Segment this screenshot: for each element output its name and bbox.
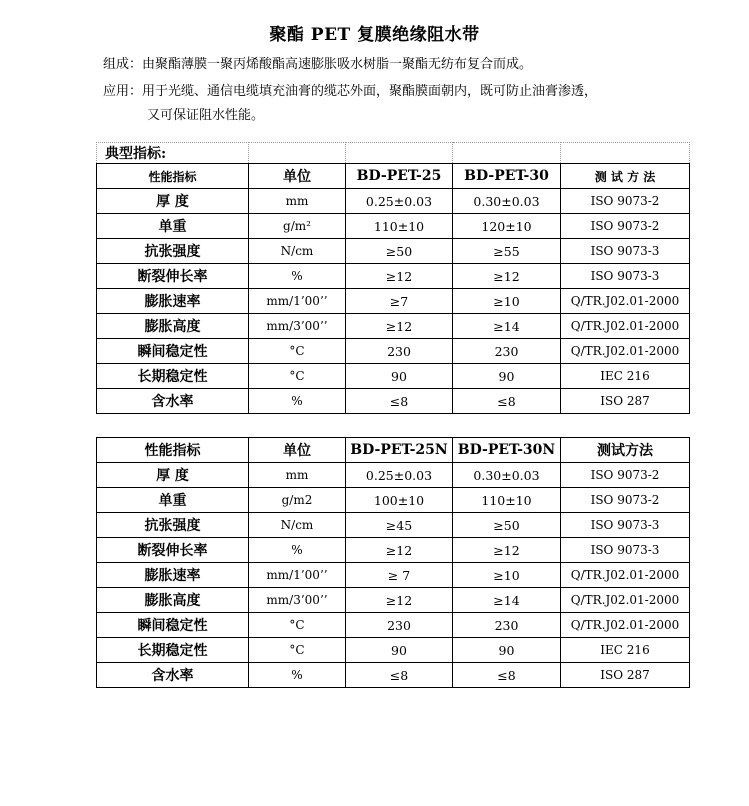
- table-row: [97, 588, 690, 613]
- header-test-method: 测试方法: [561, 438, 690, 463]
- table-row: [97, 513, 690, 538]
- cell-value-b: ≥10: [453, 289, 561, 314]
- cell-value-b: 90: [453, 638, 561, 663]
- cell-test-method: Q/TR.J02.01-2000: [561, 289, 690, 314]
- header-property: 性能指标: [97, 438, 249, 463]
- cell-value-b: ≤8: [453, 663, 561, 688]
- cell-value-a: ≤8: [346, 663, 453, 688]
- table-row: [97, 264, 690, 289]
- cell-value-a: 0.25±0.03: [346, 463, 453, 488]
- table-row: [97, 239, 690, 264]
- cell-value-a: ≥12: [346, 264, 453, 289]
- cell-unit: mm: [249, 189, 346, 214]
- application-text-line2: 又可保证阻水性能。: [147, 108, 265, 123]
- cell-value-a: ≥50: [346, 239, 453, 264]
- table-row: [97, 189, 690, 214]
- cell-unit: g/m2: [249, 488, 346, 513]
- composition-text: 组成：由聚酯薄膜一聚丙烯酸酯高速膨胀吸水树脂一聚酯无纺布复合而成。: [103, 57, 533, 72]
- cell-unit: °C: [249, 339, 346, 364]
- cell-property: 抗张强度: [97, 239, 249, 264]
- cell-property: 膨胀速率: [97, 289, 249, 314]
- cell-value-b: 120±10: [453, 214, 561, 239]
- table-row: [97, 638, 690, 663]
- cell-property: 长期稳定性: [97, 364, 249, 389]
- cell-value-b: 110±10: [453, 488, 561, 513]
- cell-unit: %: [249, 389, 346, 414]
- cell-test-method: Q/TR.J02.01-2000: [561, 339, 690, 364]
- table-row: [97, 289, 690, 314]
- cell-property: 膨胀高度: [97, 314, 249, 339]
- cell-value-a: ≤8: [346, 389, 453, 414]
- cell-test-method: ISO 287: [561, 389, 690, 414]
- header-product-b: BD-PET-30N: [453, 438, 561, 463]
- cell-test-method: ISO 9073-2: [561, 488, 690, 513]
- cell-value-a: 110±10: [346, 214, 453, 239]
- cell-value-b: 230: [453, 613, 561, 638]
- table-row: [97, 463, 690, 488]
- cell-property: 膨胀高度: [97, 588, 249, 613]
- cell-test-method: IEC 216: [561, 638, 690, 663]
- cell-value-b: 0.30±0.03: [453, 463, 561, 488]
- cell-property: 单重: [97, 214, 249, 239]
- table-row: [97, 563, 690, 588]
- application-text-line1: 应用：用于光缆、通信电缆填充油膏的缆芯外面，聚酯膜面朝内，既可防止油膏渗透，: [103, 84, 598, 99]
- cell-value-a: ≥ 7: [346, 563, 453, 588]
- cell-value-a: ≥12: [346, 538, 453, 563]
- table-row: [97, 663, 690, 688]
- cell-value-a: 90: [346, 638, 453, 663]
- cell-property: 抗张强度: [97, 513, 249, 538]
- cell-test-method: Q/TR.J02.01-2000: [561, 588, 690, 613]
- spec-table-2: [96, 437, 690, 688]
- cell-property: 厚 度: [97, 463, 249, 488]
- header-test-method: 测 试 方 法: [561, 164, 690, 189]
- cell-test-method: ISO 9073-3: [561, 538, 690, 563]
- cell-property: 单重: [97, 488, 249, 513]
- cell-unit: °C: [249, 364, 346, 389]
- cell-value-a: 230: [346, 613, 453, 638]
- cell-unit: mm/1’00’’: [249, 563, 346, 588]
- spec-table-1: [96, 142, 690, 414]
- cell-value-b: 230: [453, 339, 561, 364]
- document-title: 聚酯 PET 复膜绝缘阻水带: [269, 25, 480, 45]
- header-property: 性能指标: [97, 164, 249, 189]
- table-row: [97, 214, 690, 239]
- table-row: [97, 613, 690, 638]
- table-row: [97, 389, 690, 414]
- cell-value-a: ≥12: [346, 314, 453, 339]
- cell-property: 长期稳定性: [97, 638, 249, 663]
- cell-property: 瞬间稳定性: [97, 613, 249, 638]
- cell-property: 含水率: [97, 389, 249, 414]
- cell-test-method: Q/TR.J02.01-2000: [561, 563, 690, 588]
- table-row: [97, 538, 690, 563]
- cell-property: 瞬间稳定性: [97, 339, 249, 364]
- cell-unit: mm/1’00’’: [249, 289, 346, 314]
- table-row: [97, 364, 690, 389]
- cell-unit: %: [249, 538, 346, 563]
- cell-unit: mm/3’00’’: [249, 588, 346, 613]
- table-header-row: [97, 164, 690, 189]
- cell-unit: mm: [249, 463, 346, 488]
- cell-value-a: ≥12: [346, 588, 453, 613]
- cell-test-method: ISO 9073-3: [561, 239, 690, 264]
- cell-value-b: ≥14: [453, 588, 561, 613]
- cell-value-a: 230: [346, 339, 453, 364]
- section-label: 典型指标:: [97, 143, 249, 164]
- cell-value-a: 90: [346, 364, 453, 389]
- cell-value-b: ≤8: [453, 389, 561, 414]
- cell-value-b: ≥10: [453, 563, 561, 588]
- cell-value-b: ≥12: [453, 538, 561, 563]
- cell-property: 断裂伸长率: [97, 538, 249, 563]
- cell-unit: °C: [249, 613, 346, 638]
- cell-unit: mm/3’00’’: [249, 314, 346, 339]
- header-product-b: BD-PET-30: [453, 164, 561, 189]
- cell-property: 断裂伸长率: [97, 264, 249, 289]
- cell-value-b: ≥50: [453, 513, 561, 538]
- header-product-a: BD-PET-25: [346, 164, 453, 189]
- cell-value-b: 90: [453, 364, 561, 389]
- cell-unit: %: [249, 663, 346, 688]
- cell-test-method: ISO 9073-2: [561, 189, 690, 214]
- cell-value-a: 100±10: [346, 488, 453, 513]
- header-product-a: BD-PET-25N: [346, 438, 453, 463]
- cell-test-method: ISO 9073-2: [561, 214, 690, 239]
- cell-value-a: 0.25±0.03: [346, 189, 453, 214]
- cell-value-a: ≥7: [346, 289, 453, 314]
- cell-test-method: ISO 287: [561, 663, 690, 688]
- cell-test-method: IEC 216: [561, 364, 690, 389]
- cell-value-b: 0.30±0.03: [453, 189, 561, 214]
- cell-test-method: ISO 9073-2: [561, 463, 690, 488]
- cell-test-method: Q/TR.J02.01-2000: [561, 613, 690, 638]
- cell-property: 厚 度: [97, 189, 249, 214]
- cell-unit: %: [249, 264, 346, 289]
- table-row: [97, 488, 690, 513]
- cell-test-method: Q/TR.J02.01-2000: [561, 314, 690, 339]
- cell-test-method: ISO 9073-3: [561, 513, 690, 538]
- header-unit: 单位: [249, 164, 346, 189]
- table-header-row: [97, 438, 690, 463]
- cell-unit: N/cm: [249, 513, 346, 538]
- table-row: [97, 339, 690, 364]
- header-unit: 单位: [249, 438, 346, 463]
- table-row: [97, 314, 690, 339]
- cell-unit: N/cm: [249, 239, 346, 264]
- cell-property: 含水率: [97, 663, 249, 688]
- cell-test-method: ISO 9073-3: [561, 264, 690, 289]
- cell-value-b: ≥12: [453, 264, 561, 289]
- cell-value-b: ≥14: [453, 314, 561, 339]
- section-header-row: [97, 143, 690, 164]
- cell-value-b: ≥55: [453, 239, 561, 264]
- cell-unit: g/m²: [249, 214, 346, 239]
- cell-unit: °C: [249, 638, 346, 663]
- cell-value-a: ≥45: [346, 513, 453, 538]
- cell-property: 膨胀速率: [97, 563, 249, 588]
